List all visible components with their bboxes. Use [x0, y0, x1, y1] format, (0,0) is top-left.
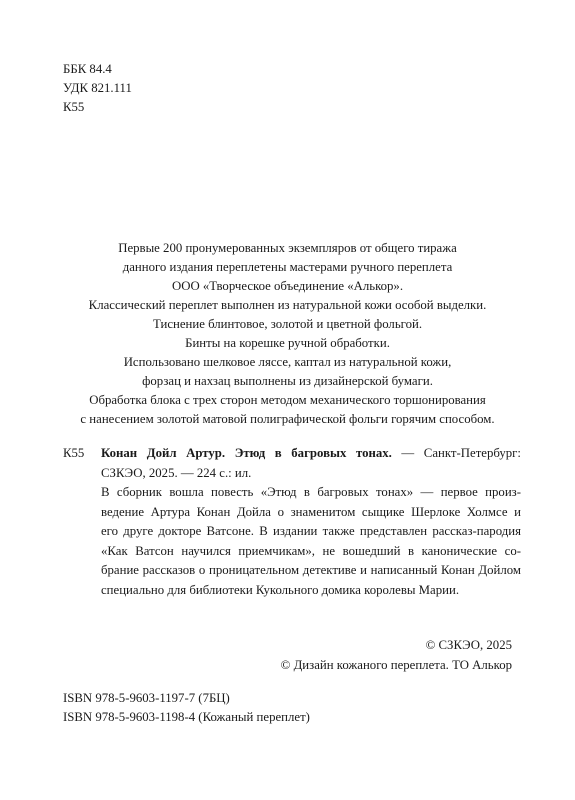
bbk-code: ББК 84.4	[63, 62, 112, 76]
edition-note-line: с нанесением золотой матовой полиграфической фольги горячим способом.	[80, 412, 495, 426]
bib-annotation-line: В сборник вошла повесть «Этюд в багровых тонах» — первое произ-	[101, 485, 521, 499]
bib-annotation-line: специально для библиотеки Кукольного домика королевы Марии.	[101, 582, 460, 597]
isbn-line: ISBN 978-5-9603-1197-7 (7БЦ)	[63, 691, 230, 705]
copyright-notice	[281, 636, 512, 676]
edition-note-line: Бинты на корешке ручной обработки.	[185, 336, 390, 350]
bib-heading-place: — Санкт-Петербург:	[391, 446, 521, 460]
edition-notes	[40, 239, 535, 429]
edition-note-line: Тиснение блинтовое, золотой и цветной фольгой.	[152, 317, 423, 331]
bib-heading	[101, 444, 521, 464]
bib-annotation-line: ведение Артура Конан Дойла о знаменитом сыщике Шерлоке Холмсе и	[101, 504, 521, 519]
bib-annotation-line: брание рассказов о проницательном детективе и написанный Конан Дойлом	[101, 563, 521, 577]
edition-note-line: форзац и нахзац выполнены из дизайнерской бумаги.	[142, 374, 433, 388]
edition-note-line: Первые 200 пронумерованных экземпляров от общего тиража	[118, 241, 457, 255]
bib-code: К55	[63, 446, 85, 460]
author-mark: К55	[63, 100, 85, 114]
edition-note-line: Классический переплет выполнен из натуральной кожи особой выделки.	[88, 298, 487, 312]
isbn-block	[63, 689, 310, 727]
copyright-publisher: © СЗКЭО, 2025	[425, 638, 512, 652]
bib-body	[101, 444, 521, 600]
bib-annotation-line: его друге докторе Ватсоне. В издании также представлен рассказ-пародия	[101, 524, 521, 538]
edition-note-line: данного издания переплетены мастерами ручного переплета	[122, 260, 453, 274]
bib-heading-title: Конан Дойл Артур. Этюд в багровых тонах.	[101, 446, 392, 460]
copyright-design: © Дизайн кожаного переплета. ТО Алькор	[280, 658, 512, 672]
udk-code: УДК 821.111	[63, 81, 132, 95]
isbn-line: ISBN 978-5-9603-1198-4 (Кожаный переплет)	[63, 710, 310, 724]
classification-block	[63, 60, 132, 117]
bib-annotation-line: «Как Ватсон научился приемчикам», не вошедший в канонические со-	[101, 543, 521, 558]
edition-note-line: Обработка блока с трех сторон методом механического торшонирования	[89, 393, 486, 407]
bib-imprint: СЗКЭО, 2025. — 224 с.: ил.	[101, 465, 252, 480]
edition-note-line: Использовано шелковое ляссе, каптал из натуральной кожи,	[123, 355, 452, 369]
edition-note-line: ООО «Творческое объединение «Алькор».	[171, 279, 404, 293]
